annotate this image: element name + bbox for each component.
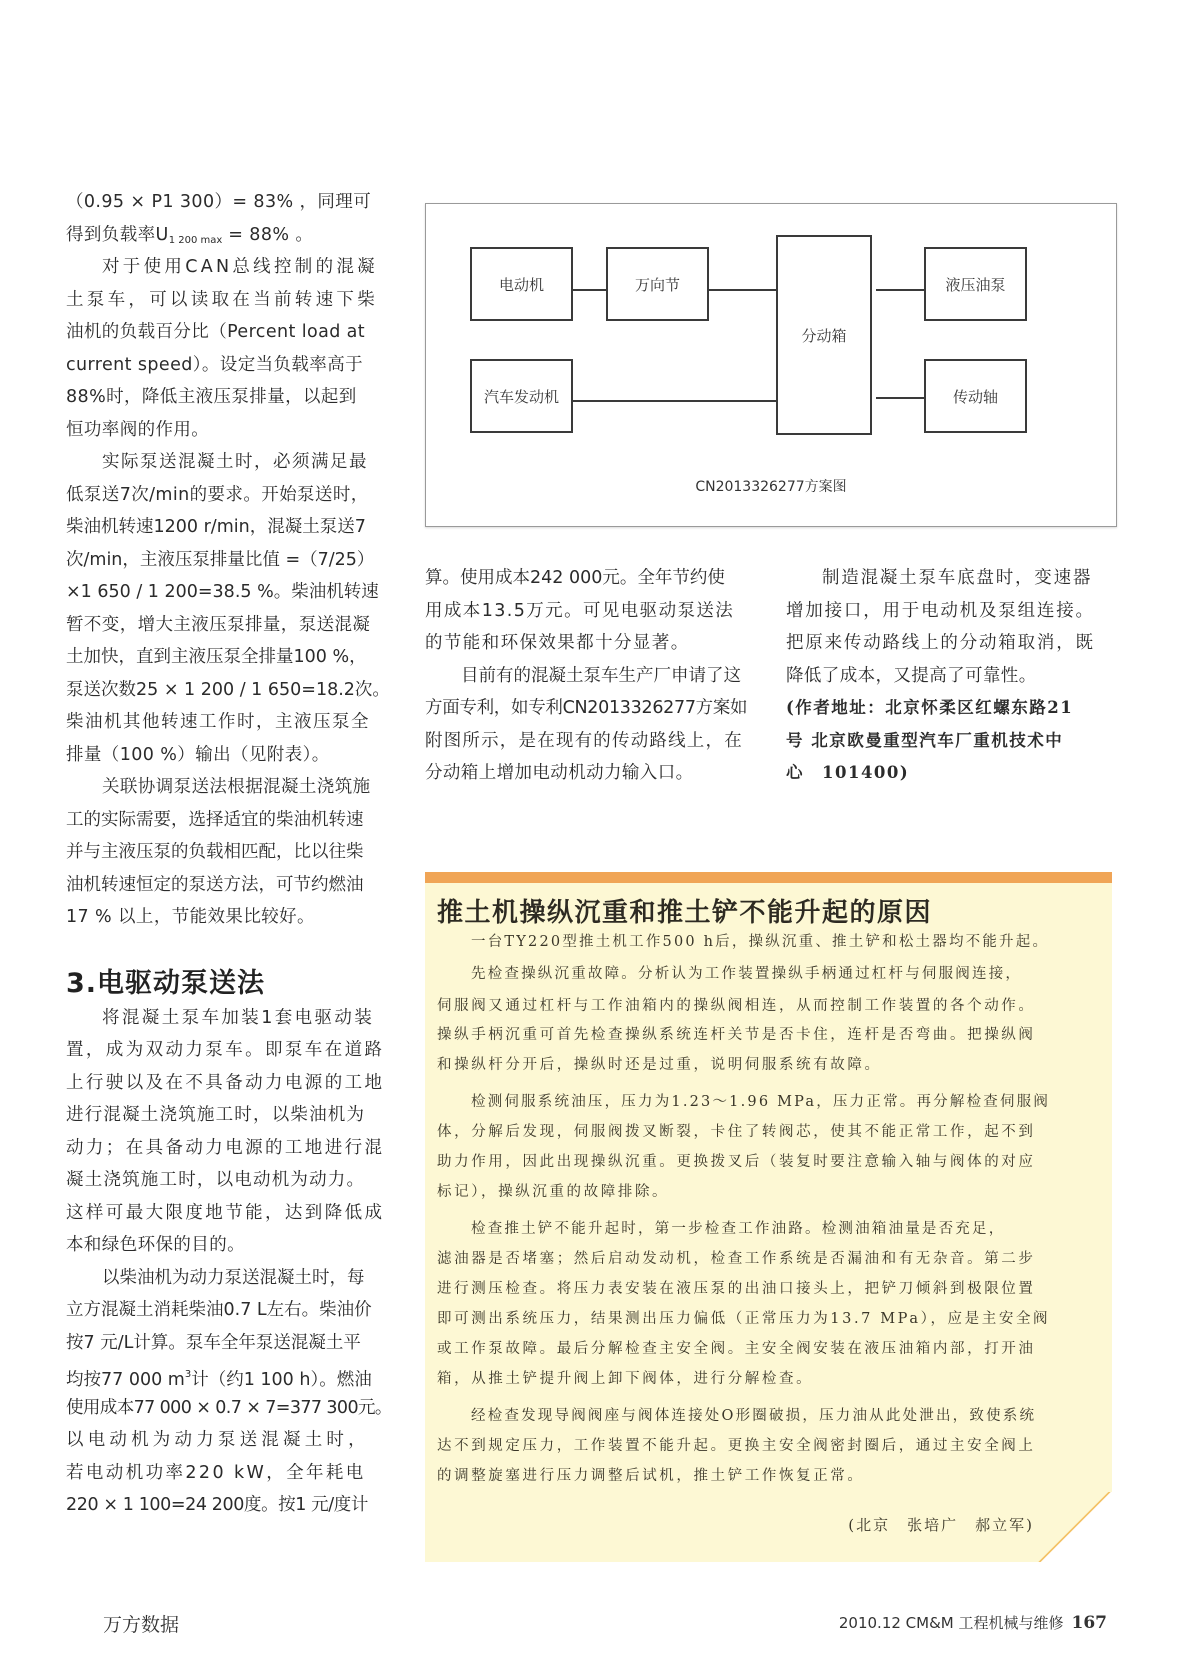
text-line: 分动箱上增加电动机动力输入口。 xyxy=(425,763,694,783)
sidebar-text-line: 检查推土铲不能升起时，第一步检查工作油路。检测油箱油量是否充足， xyxy=(471,1221,1006,1237)
text-line: 这样可最大限度地节能，达到降低成 xyxy=(66,1202,385,1223)
text-line: 将混凝土泵车加装1套电驱动装 xyxy=(102,1007,375,1028)
sidebar-article xyxy=(425,872,1112,1562)
text-line: 柴油机其他转速工作时，主液压泵全 xyxy=(66,712,370,732)
text-line: （0.95 × P1 300）= 83% ，同理可 xyxy=(66,192,372,212)
sidebar-text-line: 先检查操纵沉重故障。分析认为工作装置操纵手柄通过杠杆与伺服阀连接， xyxy=(471,966,1023,982)
left-column xyxy=(66,186,400,1522)
author-address: (作者地址：北京怀柔区红螺东路21 xyxy=(786,698,1074,717)
text-line: 土泵车，可以读取在当前转速下柴 xyxy=(66,289,378,310)
text-line: 220 × 1 100=24 200度。按1 元/度计 xyxy=(66,1495,368,1515)
text-line: 置，成为双动力泵车。即泵车在道路 xyxy=(66,1040,385,1060)
connector-line xyxy=(573,289,606,291)
text-line xyxy=(66,219,400,252)
text-line: 柴油机转速1200 r/min，混凝土泵送7 xyxy=(66,517,366,537)
page-curl-edge xyxy=(1037,1492,1112,1562)
text-line: 增加接口，用于电动机及泵组连接。 xyxy=(786,600,1095,621)
sidebar-signature: (北京 张培广 郝立军) xyxy=(848,1516,1034,1534)
text-line: 立方混凝土消耗柴油0.7 L左右。柴油价 xyxy=(66,1300,372,1320)
text-line: 降低了成本，又提高了可靠性。 xyxy=(786,665,1037,686)
block-transfer-case: 分动箱 xyxy=(776,235,872,435)
text-line: 把原来传动路线上的分动箱取消，既 xyxy=(786,633,1095,653)
right-column xyxy=(786,562,1116,790)
text-line: 进行混凝土浇筑施工时，以柴油机为 xyxy=(66,1105,366,1125)
sidebar-text-line: 一台TY220型推土机工作500 h后，操纵沉重、推土铲和松土器均不能升起。 xyxy=(471,934,1050,950)
author-address: 号 北京欧曼重型汽车厂重机技术中 xyxy=(786,730,1064,750)
text-line xyxy=(66,1359,400,1392)
sidebar-text-line: 即可测出系统压力，结果测出压力偏低（正常压力为13.7 MPa），应是主安全阀 xyxy=(437,1311,1051,1327)
block-hydraulic-pump: 液压油泵 xyxy=(924,247,1027,321)
sidebar-title: 推土机操纵沉重和推土铲不能升起的原因 xyxy=(437,898,933,928)
section-heading: 3.电驱动泵送法 xyxy=(66,967,266,999)
text-line: 算。使用成本242 000元。全年节约使 xyxy=(425,568,725,588)
superscript: 3 xyxy=(184,1369,192,1380)
text-line: 按7 元/L计算。泵车全年泵送混凝土平 xyxy=(66,1332,361,1353)
author-address: 心 101400) xyxy=(786,763,910,782)
text-line: 暂不变，增大主液压泵排量，泵送混凝 xyxy=(66,614,371,635)
text-line: 泵送次数25 × 1 200 / 1 650=18.2次。 xyxy=(66,679,390,700)
text-line: 土加快，直到主液压泵全排量100 %， xyxy=(66,647,367,667)
connector-line xyxy=(709,289,776,291)
sidebar-text-line: 滤油器是否堵塞；然后启动发动机，检查工作系统是否漏油和有无杂音。第二步 xyxy=(437,1251,1036,1267)
sidebar-text-line: 标记），操纵沉重的故障排除。 xyxy=(437,1184,670,1200)
connector-line xyxy=(876,289,924,291)
text-line: ×1 650 / 1 200=38.5 %。柴油机转速 xyxy=(66,582,379,602)
text-line: 附图所示，是在现有的传动路线上，在 xyxy=(425,730,743,751)
sidebar-text-line: 经检查发现导阀阀座与阀体连接处O形圈破损，压力油从此处泄出，致使系统 xyxy=(471,1408,1037,1424)
text-line: 并与主液压泵的负载相匹配，比以往柴 xyxy=(66,842,364,862)
sidebar-text-line: 伺服阀又通过杠杆与工作油箱内的操纵阀相连，从而控制工作装置的各个动作。 xyxy=(437,998,1036,1014)
text-line: 恒功率阀的作用。 xyxy=(66,419,210,440)
text-fragment: 均按77 000 m xyxy=(66,1370,185,1390)
text-line: 关联协调泵送法根据混凝土浇筑施 xyxy=(102,777,371,797)
sidebar-text-line: 达不到规定压力，工作装置不能升起。更换主安全阀密封圈后，通过主安全阀上 xyxy=(437,1438,1036,1454)
text-line: 排量（100 %）输出（见附表）。 xyxy=(66,744,330,765)
text-line: 制造混凝土泵车底盘时，变速器 xyxy=(822,568,1093,588)
middle-column xyxy=(425,562,755,790)
block-drive-shaft: 传动轴 xyxy=(924,359,1027,433)
connector-line xyxy=(876,397,924,399)
sidebar-text-line: 箱，从推土铲提升阀上卸下阀体，进行分解检查。 xyxy=(437,1371,814,1387)
sidebar-text-line: 助力作用，因此出现操纵沉重。更换拨叉后（装复时要注意输入轴与阀体的对应 xyxy=(437,1154,1036,1170)
sidebar-text-line: 的调整旋塞进行压力调整后试机，推土铲工作恢复正常。 xyxy=(437,1468,865,1484)
figure-caption: CN2013326277方案图 xyxy=(695,479,847,495)
connector-line xyxy=(573,400,776,402)
text-line: 上行驶以及在不具备动力电源的工地 xyxy=(66,1072,385,1093)
text-line: 方面专利，如专利CN2013326277方案如 xyxy=(425,698,748,718)
text-line: 油机转速恒定的泵送方法，可节约燃油 xyxy=(66,874,364,895)
sidebar-text-line: 检测伺服系统油压，压力为1.23～1.96 MPa，压力正常。再分解检查伺服阀 xyxy=(471,1094,1051,1110)
text-line: 用成本13.5万元。可见电驱动泵送法 xyxy=(425,600,735,621)
sidebar-text-line: 进行测压检查。将压力表安装在液压泵的出油口接头上，把铲刀倾斜到极限位置 xyxy=(437,1281,1036,1297)
text-line: 动力；在具备动力电源的工地进行混 xyxy=(66,1137,385,1158)
scheme-figure xyxy=(425,203,1117,527)
text-line: 88%时，降低主液压泵排量，以起到 xyxy=(66,387,357,407)
sidebar-text-line: 或工作泵故障。最后分解检查主安全阀。主安全阀安装在液压油箱内部，打开油 xyxy=(437,1341,1036,1357)
text-line: current speed）。设定当负载率高于 xyxy=(66,354,364,375)
block-universal-joint: 万向节 xyxy=(606,247,709,321)
text-fragment: 计（约1 100 h）。燃油 xyxy=(191,1370,372,1390)
accent-bar xyxy=(425,872,1112,883)
text-line: 若电动机功率220 kW，全年耗电 xyxy=(66,1462,366,1483)
text-fragment: = 88% 。 xyxy=(222,224,314,245)
text-line: 对于使用CAN总线控制的混凝 xyxy=(102,257,378,277)
footer-source: 万方数据 xyxy=(103,1614,180,1636)
text-line: 目前有的混凝土泵车生产厂申请了这 xyxy=(461,665,741,686)
block-vehicle-engine: 汽车发动机 xyxy=(470,359,573,433)
text-line: 工的实际需要，选择适宜的柴油机转速 xyxy=(66,809,364,830)
text-line: 实际泵送混凝土时，必须满足最 xyxy=(102,452,368,472)
text-line: 油机的负载百分比（Percent load at xyxy=(66,322,366,342)
text-line: 17 % 以上，节能效果比较好。 xyxy=(66,907,315,927)
text-line: 次/min，主液压泵排量比值 =（7/25） xyxy=(66,549,375,570)
text-line: 凝土浇筑施工时，以电动机为动力。 xyxy=(66,1170,366,1190)
sidebar-text-line: 操纵手柄沉重可首先检查操纵系统连杆关节是否卡住，连杆是否弯曲。把操纵阀 xyxy=(437,1027,1036,1043)
text-line: 使用成本77 000 × 0.7 × 7=377 300元。 xyxy=(66,1397,392,1418)
text-line: 以柴油机为动力泵送混凝土时，每 xyxy=(102,1267,365,1288)
text-line: 本和绿色环保的目的。 xyxy=(66,1235,245,1255)
sidebar-text-line: 和操纵杆分开后，操纵时还是过重，说明伺服系统有故障。 xyxy=(437,1057,882,1073)
text-line: 以电动机为动力泵送混凝土时， xyxy=(66,1430,370,1450)
footer-issue xyxy=(839,1612,1107,1633)
sidebar-text-line: 体，分解后发现，伺服阀拨叉断裂，卡住了转阀芯，使其不能正常工作，起不到 xyxy=(437,1124,1036,1140)
block-motor: 电动机 xyxy=(470,247,573,321)
text-line: 低泵送7次/min的要求。开始泵送时， xyxy=(66,484,369,505)
subscript: 1 200 max xyxy=(168,234,223,246)
text-line: 的节能和环保效果都十分显著。 xyxy=(425,633,690,653)
issue-label: 2010.12 CM&M 工程机械与维修 xyxy=(838,1614,1064,1632)
page-number: 167 xyxy=(1071,1613,1107,1633)
text-fragment: 得到负载率U xyxy=(66,224,169,245)
